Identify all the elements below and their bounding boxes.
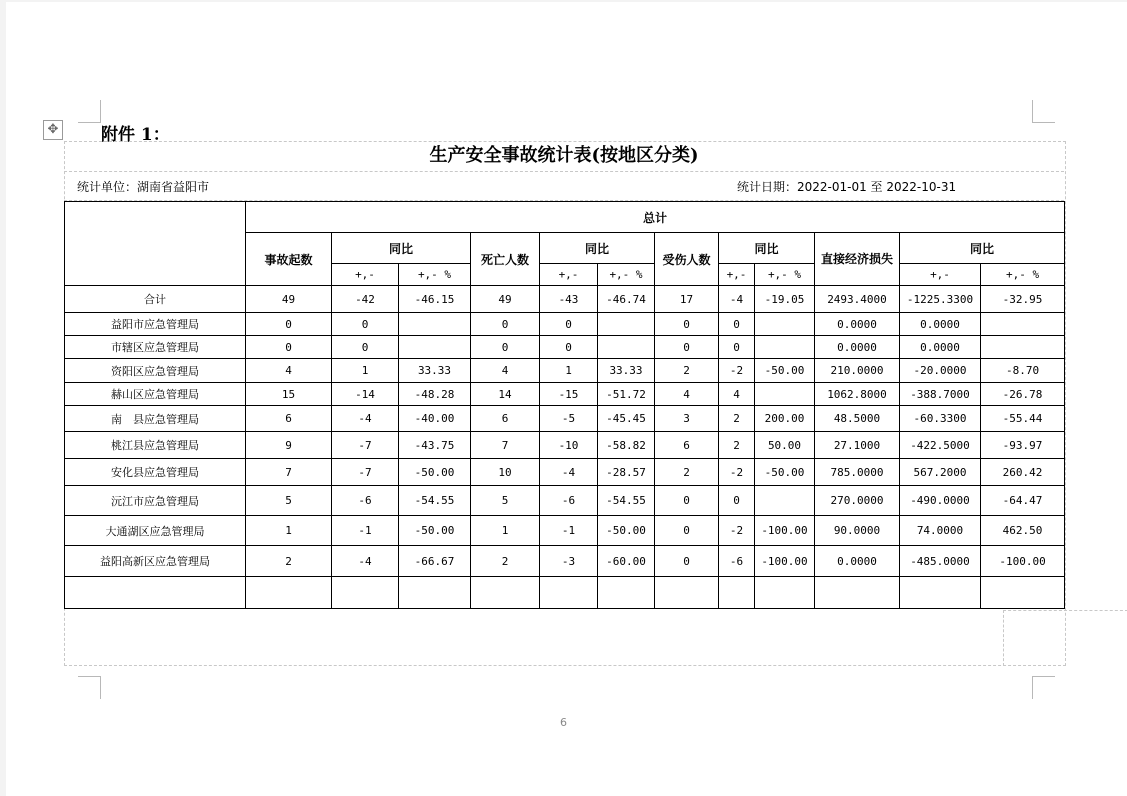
value-cell-loss-p: -55.44 xyxy=(981,406,1065,432)
table-row xyxy=(65,336,1065,359)
value-cell-loss: 90.0000 xyxy=(815,516,900,546)
crop-mark-bottom-right xyxy=(1032,676,1055,699)
region-cell xyxy=(65,577,246,609)
value-cell-loss: 2493.4000 xyxy=(815,286,900,313)
statistics-table xyxy=(64,201,1065,609)
table-side-frame xyxy=(1003,610,1127,666)
value-cell-dead: 6 xyxy=(471,406,540,432)
value-cell-loss-d: -422.5000 xyxy=(900,432,981,459)
value-cell-loss-d: 567.2000 xyxy=(900,459,981,486)
attachment-label: 附件 1： xyxy=(101,125,170,145)
value-cell-loss-d: -1225.3300 xyxy=(900,286,981,313)
table-row xyxy=(65,577,1065,609)
value-cell-loss-p: -64.47 xyxy=(981,486,1065,516)
value-cell-dead: 49 xyxy=(471,286,540,313)
table-row xyxy=(65,546,1065,577)
value-cell-inj: 0 xyxy=(655,546,719,577)
value-cell-loss: 1062.8000 xyxy=(815,383,900,406)
value-cell-acc-d: -7 xyxy=(332,459,399,486)
value-cell-acc-p: -40.00 xyxy=(399,406,471,432)
value-cell-inj-d: 0 xyxy=(719,313,755,336)
value-cell-inj: 0 xyxy=(655,336,719,359)
value-cell-dead-p xyxy=(598,313,655,336)
value-cell-inj-d: -2 xyxy=(719,516,755,546)
value-cell-dead: 7 xyxy=(471,432,540,459)
value-cell-inj-d: -2 xyxy=(719,359,755,383)
group-header-total: 总计 xyxy=(246,202,1065,233)
value-cell-acc: 7 xyxy=(246,459,332,486)
value-cell-dead-d: -3 xyxy=(540,546,598,577)
table-row xyxy=(65,486,1065,516)
value-cell-dead-d xyxy=(540,577,598,609)
value-cell-acc: 49 xyxy=(246,286,332,313)
value-cell-dead-p: -60.00 xyxy=(598,546,655,577)
header-injuries: 受伤人数 xyxy=(655,233,719,286)
value-cell-inj: 3 xyxy=(655,406,719,432)
table-row xyxy=(65,383,1065,406)
region-cell: 益阳高新区应急管理局 xyxy=(65,546,246,577)
value-cell-inj: 0 xyxy=(655,313,719,336)
value-cell-loss: 48.5000 xyxy=(815,406,900,432)
value-cell-loss-p: 462.50 xyxy=(981,516,1065,546)
value-cell-acc: 5 xyxy=(246,486,332,516)
value-cell-dead: 0 xyxy=(471,336,540,359)
value-cell-loss: 0.0000 xyxy=(815,546,900,577)
value-cell-acc: 0 xyxy=(246,313,332,336)
value-cell-inj-d: -2 xyxy=(719,459,755,486)
value-cell-inj: 0 xyxy=(655,486,719,516)
value-cell-dead-p xyxy=(598,336,655,359)
value-cell-dead xyxy=(471,577,540,609)
region-cell: 市辖区应急管理局 xyxy=(65,336,246,359)
value-cell-loss-d: 74.0000 xyxy=(900,516,981,546)
value-cell-acc-d: 0 xyxy=(332,313,399,336)
value-cell-dead-d: -4 xyxy=(540,459,598,486)
value-cell-acc-p: -50.00 xyxy=(399,516,471,546)
value-cell-acc-d: 1 xyxy=(332,359,399,383)
value-cell-loss xyxy=(815,577,900,609)
table-row xyxy=(65,286,1065,313)
region-cell: 大通湖区应急管理局 xyxy=(65,516,246,546)
statistics-unit: 统计单位：湖南省益阳市 xyxy=(77,180,210,194)
value-cell-dead-d: -6 xyxy=(540,486,598,516)
value-cell-acc: 1 xyxy=(246,516,332,546)
value-cell-dead-d: 1 xyxy=(540,359,598,383)
value-cell-dead-d: -1 xyxy=(540,516,598,546)
value-cell-dead: 14 xyxy=(471,383,540,406)
value-cell-acc-d: -4 xyxy=(332,406,399,432)
value-cell-acc-d: -6 xyxy=(332,486,399,516)
value-cell-dead-d: -43 xyxy=(540,286,598,313)
value-cell-dead-d: -10 xyxy=(540,432,598,459)
header-deaths-yoy: 同比 xyxy=(540,233,655,264)
value-cell-loss: 270.0000 xyxy=(815,486,900,516)
value-cell-acc-p: -50.00 xyxy=(399,459,471,486)
value-cell-inj-p: -50.00 xyxy=(755,359,815,383)
value-cell-inj-d: 4 xyxy=(719,383,755,406)
value-cell-acc-p: -48.28 xyxy=(399,383,471,406)
value-cell-loss-p xyxy=(981,313,1065,336)
value-cell-acc: 9 xyxy=(246,432,332,459)
value-cell-loss-d: -485.0000 xyxy=(900,546,981,577)
value-cell-acc-d: 0 xyxy=(332,336,399,359)
subheader-pct: +,- % xyxy=(399,264,471,286)
value-cell-inj-d: 0 xyxy=(719,336,755,359)
value-cell-dead-d: -15 xyxy=(540,383,598,406)
region-cell: 桃江县应急管理局 xyxy=(65,432,246,459)
value-cell-inj-p: 50.00 xyxy=(755,432,815,459)
value-cell-loss: 27.1000 xyxy=(815,432,900,459)
region-cell: 沅江市应急管理局 xyxy=(65,486,246,516)
subheader-diff: +,- xyxy=(719,264,755,286)
value-cell-dead-p: -54.55 xyxy=(598,486,655,516)
header-accidents: 事故起数 xyxy=(246,233,332,286)
value-cell-acc-p xyxy=(399,336,471,359)
value-cell-inj-p: 200.00 xyxy=(755,406,815,432)
value-cell-dead: 4 xyxy=(471,359,540,383)
value-cell-dead-p: -50.00 xyxy=(598,516,655,546)
value-cell-acc-p: -46.15 xyxy=(399,286,471,313)
value-cell-acc-p: -54.55 xyxy=(399,486,471,516)
header-accidents-yoy: 同比 xyxy=(332,233,471,264)
value-cell-loss-p: -100.00 xyxy=(981,546,1065,577)
crop-mark-bottom-left xyxy=(78,676,101,699)
value-cell-dead-p: -28.57 xyxy=(598,459,655,486)
region-cell: 南 县应急管理局 xyxy=(65,406,246,432)
value-cell-loss-d xyxy=(900,577,981,609)
value-cell-dead-d: 0 xyxy=(540,313,598,336)
value-cell-acc: 2 xyxy=(246,546,332,577)
subheader-pct: +,- % xyxy=(755,264,815,286)
region-cell: 赫山区应急管理局 xyxy=(65,383,246,406)
value-cell-dead: 1 xyxy=(471,516,540,546)
value-cell-acc-p: -66.67 xyxy=(399,546,471,577)
table-row xyxy=(65,432,1065,459)
value-cell-loss: 210.0000 xyxy=(815,359,900,383)
value-cell-loss: 0.0000 xyxy=(815,336,900,359)
value-cell-inj-p xyxy=(755,383,815,406)
value-cell-dead-d: -5 xyxy=(540,406,598,432)
value-cell-acc-d: -4 xyxy=(332,546,399,577)
value-cell-dead: 2 xyxy=(471,546,540,577)
value-cell-loss-p xyxy=(981,577,1065,609)
value-cell-inj: 2 xyxy=(655,359,719,383)
value-cell-dead-p: -45.45 xyxy=(598,406,655,432)
subheader-diff: +,- xyxy=(540,264,598,286)
region-header-cell xyxy=(65,202,246,286)
value-cell-inj-d xyxy=(719,577,755,609)
header-deaths: 死亡人数 xyxy=(471,233,540,286)
value-cell-loss: 0.0000 xyxy=(815,313,900,336)
value-cell-inj: 17 xyxy=(655,286,719,313)
header-economic-loss: 直接经济损失 xyxy=(815,233,900,286)
value-cell-dead-d: 0 xyxy=(540,336,598,359)
statistics-date: 统计日期：2022-01-01 至 2022-10-31 xyxy=(737,180,957,194)
subheader-diff: +,- xyxy=(900,264,981,286)
table-row xyxy=(65,459,1065,486)
value-cell-inj-p: -19.05 xyxy=(755,286,815,313)
value-cell-inj-p xyxy=(755,486,815,516)
table-row xyxy=(65,313,1065,336)
value-cell-loss-p: -8.70 xyxy=(981,359,1065,383)
value-cell-inj-p xyxy=(755,313,815,336)
value-cell-acc-p xyxy=(399,313,471,336)
region-cell: 资阳区应急管理局 xyxy=(65,359,246,383)
region-cell: 安化县应急管理局 xyxy=(65,459,246,486)
value-cell-inj: 0 xyxy=(655,516,719,546)
value-cell-loss-p: -93.97 xyxy=(981,432,1065,459)
value-cell-loss-p: -26.78 xyxy=(981,383,1065,406)
value-cell-acc: 15 xyxy=(246,383,332,406)
value-cell-acc: 0 xyxy=(246,336,332,359)
value-cell-dead: 0 xyxy=(471,313,540,336)
value-cell-acc xyxy=(246,577,332,609)
value-cell-inj-d: -6 xyxy=(719,546,755,577)
value-cell-inj-p xyxy=(755,577,815,609)
subheader-diff: +,- xyxy=(332,264,399,286)
value-cell-acc-d xyxy=(332,577,399,609)
value-cell-loss-d: 0.0000 xyxy=(900,336,981,359)
value-cell-acc-d: -7 xyxy=(332,432,399,459)
table-move-handle-icon[interactable]: ✥ xyxy=(43,120,63,140)
value-cell-inj-p: -50.00 xyxy=(755,459,815,486)
value-cell-inj-d: 2 xyxy=(719,406,755,432)
value-cell-loss-p: -32.95 xyxy=(981,286,1065,313)
page-title: 生产安全事故统计表(按地区分类) xyxy=(64,141,1064,172)
value-cell-loss-d: -60.3300 xyxy=(900,406,981,432)
region-cell: 益阳市应急管理局 xyxy=(65,313,246,336)
header-injuries-yoy: 同比 xyxy=(719,233,815,264)
value-cell-inj-p: -100.00 xyxy=(755,546,815,577)
value-cell-dead-p: -46.74 xyxy=(598,286,655,313)
table-row xyxy=(65,406,1065,432)
subheader-pct: +,- % xyxy=(598,264,655,286)
value-cell-dead: 10 xyxy=(471,459,540,486)
value-cell-loss: 785.0000 xyxy=(815,459,900,486)
region-cell: 合计 xyxy=(65,286,246,313)
value-cell-inj-d: -4 xyxy=(719,286,755,313)
value-cell-loss-d: -20.0000 xyxy=(900,359,981,383)
value-cell-inj-p: -100.00 xyxy=(755,516,815,546)
value-cell-dead-p: -58.82 xyxy=(598,432,655,459)
value-cell-dead: 5 xyxy=(471,486,540,516)
value-cell-inj-p xyxy=(755,336,815,359)
value-cell-acc-d: -1 xyxy=(332,516,399,546)
value-cell-acc: 4 xyxy=(246,359,332,383)
value-cell-loss-d: -388.7000 xyxy=(900,383,981,406)
value-cell-acc-d: -42 xyxy=(332,286,399,313)
value-cell-inj-d: 2 xyxy=(719,432,755,459)
subheader-pct: +,- % xyxy=(981,264,1065,286)
value-cell-inj xyxy=(655,577,719,609)
header-loss-yoy: 同比 xyxy=(900,233,1065,264)
value-cell-dead-p xyxy=(598,577,655,609)
page-number: 6 xyxy=(560,716,567,729)
value-cell-acc-p: -43.75 xyxy=(399,432,471,459)
crop-mark-top-right xyxy=(1032,100,1055,123)
value-cell-acc-p xyxy=(399,577,471,609)
value-cell-inj: 6 xyxy=(655,432,719,459)
value-cell-dead-p: -51.72 xyxy=(598,383,655,406)
value-cell-inj-d: 0 xyxy=(719,486,755,516)
value-cell-acc-d: -14 xyxy=(332,383,399,406)
table-row xyxy=(65,359,1065,383)
crop-mark-top-left xyxy=(78,100,101,123)
value-cell-loss-p: 260.42 xyxy=(981,459,1065,486)
value-cell-loss-p xyxy=(981,336,1065,359)
value-cell-inj: 2 xyxy=(655,459,719,486)
value-cell-acc: 6 xyxy=(246,406,332,432)
value-cell-loss-d: -490.0000 xyxy=(900,486,981,516)
value-cell-loss-d: 0.0000 xyxy=(900,313,981,336)
value-cell-inj: 4 xyxy=(655,383,719,406)
value-cell-acc-p: 33.33 xyxy=(399,359,471,383)
table-row xyxy=(65,516,1065,546)
value-cell-dead-p: 33.33 xyxy=(598,359,655,383)
